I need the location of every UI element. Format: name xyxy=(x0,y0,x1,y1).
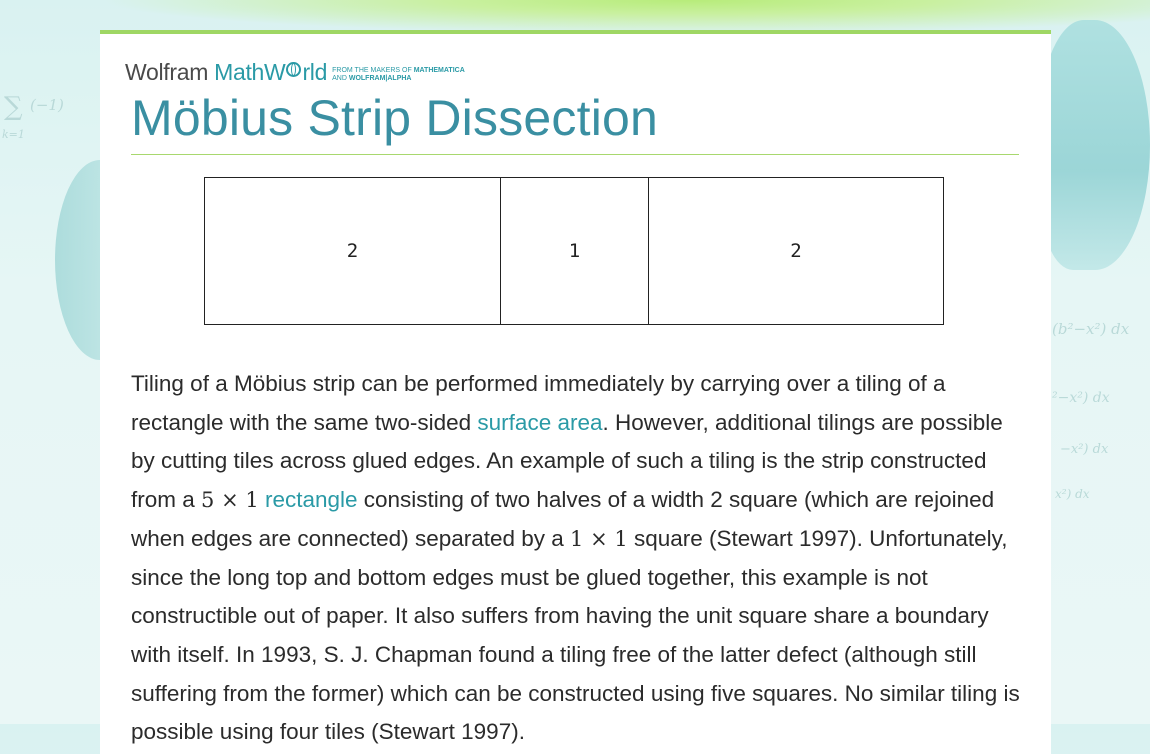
tile-unit-square: 1 xyxy=(501,178,649,324)
tile-half-square-left: 2 xyxy=(205,178,501,324)
background-formula-integrand-2: ²−x²) dx xyxy=(1052,390,1110,406)
background-formula-integrand-3: −x²) dx xyxy=(1060,442,1109,457)
logo-mathworld-text: MathW rld xyxy=(214,59,328,85)
link-rectangle[interactable]: rectangle xyxy=(264,487,358,513)
link-surface-area[interactable]: surface area xyxy=(477,409,603,435)
background-formula-term: (−1) xyxy=(30,96,64,114)
logo-wolfram-text: Wolfram xyxy=(125,59,209,85)
background-formula-index: k=1 xyxy=(2,128,25,141)
content-card xyxy=(100,30,1051,754)
background-formula-integrand-1: (b²−x²) dx xyxy=(1052,320,1130,338)
title-divider xyxy=(131,154,1019,155)
article-paragraph: Tiling of a Möbius strip can be performed immediately by carrying over a tiling of a rectangle with the same two-sided surface area. However, additional tilings are possible by cutting tiles across glued edges. An example of such a tiling is the strip constructed from a 5 × 1 rectangle consisting of two halves of a width 2 square (which are rejoined when edges are connected) separated by a 1 × 1 square (Stewart 1997). Unfortunately, since the long top and bottom edges must be glued together, this example is not constructible out of paper. It also suffers from having the unit square share a boundary with itself. In 1993, S. J. Chapman found a tiling free of the latter defect (although still suffering from the former) which can be constructed using five squares. No similar tiling is possible using four tiles (Stewart 1997). xyxy=(131,371,1020,745)
site-logo[interactable] xyxy=(125,60,465,86)
math-1x1: 1 × 1 xyxy=(570,526,628,551)
background-formula-integrand-4: x²) dx xyxy=(1055,487,1090,501)
globe-icon xyxy=(286,62,301,77)
tile-half-square-right: 2 xyxy=(790,240,802,262)
background-mobius-shape-right xyxy=(1040,20,1150,270)
page-title: Möbius Strip Dissection xyxy=(131,90,659,146)
math-5x1: 5 × 1 xyxy=(201,488,259,513)
logo-tagline: FROM THE MAKERS OF MATHEMATICA AND WOLFRAM|ALPHA xyxy=(332,67,465,82)
tiling-diagram xyxy=(204,177,944,325)
background-formula-sum: ∑ xyxy=(4,92,23,122)
